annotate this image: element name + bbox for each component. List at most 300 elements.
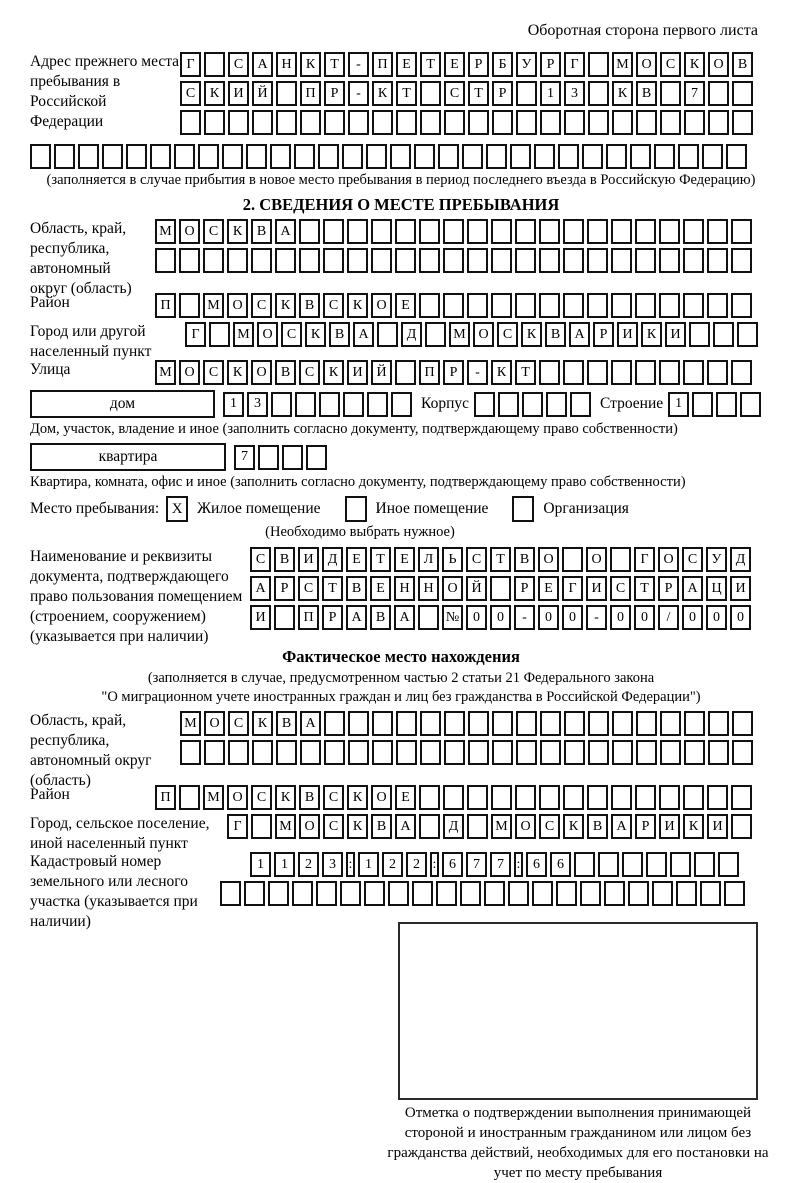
char-cell[interactable] xyxy=(606,144,627,169)
char-cell[interactable]: К xyxy=(252,711,273,736)
char-cell[interactable]: - xyxy=(348,52,369,77)
char-cell[interactable]: / xyxy=(658,605,679,630)
char-cell[interactable] xyxy=(395,248,416,273)
char-cell[interactable] xyxy=(635,248,656,273)
char-cell[interactable] xyxy=(324,740,345,765)
char-cell[interactable] xyxy=(628,881,649,906)
char-cell[interactable]: К xyxy=(347,293,368,318)
char-cell[interactable] xyxy=(391,392,412,417)
char-cell[interactable]: М xyxy=(491,814,512,839)
char-cell[interactable] xyxy=(732,81,753,106)
char-cell[interactable]: Г xyxy=(634,547,655,572)
char-cell[interactable]: - xyxy=(348,81,369,106)
char-cell[interactable] xyxy=(732,110,753,135)
char-cell[interactable] xyxy=(564,110,585,135)
char-cell[interactable] xyxy=(630,144,651,169)
char-cell[interactable] xyxy=(491,248,512,273)
char-cell[interactable] xyxy=(340,881,361,906)
char-cell[interactable]: С xyxy=(323,814,344,839)
char-cell[interactable]: : xyxy=(346,852,355,877)
char-cell[interactable] xyxy=(324,110,345,135)
char-cell[interactable] xyxy=(732,740,753,765)
char-cell[interactable]: - xyxy=(514,605,535,630)
char-cell[interactable]: О xyxy=(473,322,494,347)
char-cell[interactable]: О xyxy=(227,785,248,810)
char-cell[interactable]: Е xyxy=(395,293,416,318)
char-cell[interactable]: И xyxy=(659,814,680,839)
char-cell[interactable]: С xyxy=(251,293,272,318)
char-cell[interactable]: М xyxy=(203,785,224,810)
char-cell[interactable]: С xyxy=(444,81,465,106)
char-cell[interactable]: Г xyxy=(562,576,583,601)
char-cell[interactable] xyxy=(372,110,393,135)
char-cell[interactable]: 1 xyxy=(668,392,689,417)
char-cell[interactable] xyxy=(492,711,513,736)
char-cell[interactable] xyxy=(276,110,297,135)
char-cell[interactable] xyxy=(707,360,728,385)
char-cell[interactable] xyxy=(612,711,633,736)
char-cell[interactable]: К xyxy=(612,81,633,106)
char-cell[interactable]: Р xyxy=(540,52,561,77)
char-cell[interactable] xyxy=(683,248,704,273)
char-cell[interactable] xyxy=(515,785,536,810)
char-cell[interactable]: 7 xyxy=(466,852,487,877)
char-cell[interactable]: 1 xyxy=(540,81,561,106)
char-cell[interactable]: С xyxy=(228,52,249,77)
char-cell[interactable] xyxy=(468,711,489,736)
char-cell[interactable]: О xyxy=(179,219,200,244)
char-cell[interactable]: 0 xyxy=(466,605,487,630)
char-cell[interactable] xyxy=(588,81,609,106)
char-cell[interactable]: С xyxy=(299,360,320,385)
char-cell[interactable] xyxy=(539,248,560,273)
char-cell[interactable] xyxy=(377,322,398,347)
char-cell[interactable] xyxy=(54,144,75,169)
char-cell[interactable]: Р xyxy=(635,814,656,839)
char-cell[interactable] xyxy=(366,144,387,169)
char-cell[interactable] xyxy=(347,248,368,273)
char-cell[interactable] xyxy=(275,248,296,273)
char-cell[interactable]: Г xyxy=(227,814,248,839)
char-cell[interactable]: М xyxy=(233,322,254,347)
char-cell[interactable] xyxy=(420,740,441,765)
char-cell[interactable]: 0 xyxy=(538,605,559,630)
char-cell[interactable] xyxy=(474,392,495,417)
char-cell[interactable] xyxy=(246,144,267,169)
char-cell[interactable] xyxy=(684,711,705,736)
char-cell[interactable] xyxy=(546,392,567,417)
char-cell[interactable] xyxy=(539,219,560,244)
char-cell[interactable] xyxy=(700,881,721,906)
char-cell[interactable]: О xyxy=(371,293,392,318)
char-cell[interactable] xyxy=(683,219,704,244)
char-cell[interactable] xyxy=(268,881,289,906)
char-cell[interactable] xyxy=(636,711,657,736)
char-cell[interactable] xyxy=(611,360,632,385)
char-cell[interactable]: 3 xyxy=(247,392,268,417)
char-cell[interactable]: 0 xyxy=(706,605,727,630)
char-cell[interactable] xyxy=(539,360,560,385)
char-cell[interactable]: К xyxy=(305,322,326,347)
char-cell[interactable] xyxy=(580,881,601,906)
char-cell[interactable]: Т xyxy=(420,52,441,77)
char-cell[interactable] xyxy=(737,322,758,347)
char-cell[interactable] xyxy=(468,740,489,765)
char-cell[interactable]: С xyxy=(203,219,224,244)
char-cell[interactable]: О xyxy=(299,814,320,839)
char-cell[interactable] xyxy=(588,110,609,135)
char-cell[interactable] xyxy=(343,392,364,417)
char-cell[interactable] xyxy=(244,881,265,906)
char-cell[interactable]: М xyxy=(203,293,224,318)
char-cell[interactable]: С xyxy=(497,322,518,347)
char-cell[interactable]: О xyxy=(538,547,559,572)
char-cell[interactable] xyxy=(515,248,536,273)
char-cell[interactable]: П xyxy=(155,293,176,318)
char-cell[interactable] xyxy=(418,605,439,630)
char-cell[interactable] xyxy=(467,785,488,810)
char-cell[interactable] xyxy=(702,144,723,169)
char-cell[interactable]: Т xyxy=(490,547,511,572)
char-cell[interactable]: 0 xyxy=(610,605,631,630)
char-cell[interactable] xyxy=(611,785,632,810)
char-cell[interactable] xyxy=(660,711,681,736)
char-cell[interactable]: 3 xyxy=(322,852,343,877)
char-cell[interactable] xyxy=(396,110,417,135)
char-cell[interactable]: Й xyxy=(466,576,487,601)
char-cell[interactable] xyxy=(726,144,747,169)
char-cell[interactable]: Р xyxy=(274,576,295,601)
char-cell[interactable] xyxy=(708,81,729,106)
char-cell[interactable] xyxy=(347,219,368,244)
char-cell[interactable] xyxy=(198,144,219,169)
char-cell[interactable]: Ь xyxy=(442,547,463,572)
char-cell[interactable]: К xyxy=(204,81,225,106)
char-cell[interactable] xyxy=(367,392,388,417)
char-cell[interactable]: И xyxy=(617,322,638,347)
char-cell[interactable] xyxy=(419,785,440,810)
char-cell[interactable]: О xyxy=(708,52,729,77)
char-cell[interactable] xyxy=(299,219,320,244)
char-cell[interactable] xyxy=(713,322,734,347)
char-cell[interactable] xyxy=(444,711,465,736)
char-cell[interactable]: Й xyxy=(252,81,273,106)
char-cell[interactable] xyxy=(683,293,704,318)
char-cell[interactable]: И xyxy=(730,576,751,601)
char-cell[interactable]: Т xyxy=(322,576,343,601)
char-cell[interactable] xyxy=(652,881,673,906)
char-cell[interactable]: О xyxy=(658,547,679,572)
char-cell[interactable]: 0 xyxy=(682,605,703,630)
char-cell[interactable]: В xyxy=(275,360,296,385)
char-cell[interactable]: У xyxy=(516,52,537,77)
char-cell[interactable]: И xyxy=(298,547,319,572)
char-cell[interactable]: Д xyxy=(443,814,464,839)
char-cell[interactable]: Р xyxy=(443,360,464,385)
char-cell[interactable] xyxy=(467,293,488,318)
char-cell[interactable] xyxy=(412,881,433,906)
char-cell[interactable] xyxy=(563,219,584,244)
char-cell[interactable]: С xyxy=(660,52,681,77)
char-cell[interactable]: С xyxy=(610,576,631,601)
char-cell[interactable] xyxy=(692,392,713,417)
char-cell[interactable]: 1 xyxy=(274,852,295,877)
char-cell[interactable] xyxy=(467,814,488,839)
char-cell[interactable] xyxy=(563,360,584,385)
char-cell[interactable]: 6 xyxy=(526,852,547,877)
char-cell[interactable]: 7 xyxy=(490,852,511,877)
char-cell[interactable]: В xyxy=(329,322,350,347)
char-cell[interactable] xyxy=(491,293,512,318)
char-cell[interactable]: П xyxy=(300,81,321,106)
char-cell[interactable] xyxy=(574,852,595,877)
char-cell[interactable] xyxy=(604,881,625,906)
char-cell[interactable]: Й xyxy=(371,360,392,385)
char-cell[interactable] xyxy=(251,814,272,839)
char-cell[interactable] xyxy=(534,144,555,169)
char-cell[interactable]: С xyxy=(228,711,249,736)
char-cell[interactable] xyxy=(516,110,537,135)
char-cell[interactable] xyxy=(587,360,608,385)
char-cell[interactable] xyxy=(564,740,585,765)
char-cell[interactable]: К xyxy=(641,322,662,347)
char-cell[interactable]: И xyxy=(250,605,271,630)
char-cell[interactable]: Н xyxy=(418,576,439,601)
char-cell[interactable] xyxy=(443,248,464,273)
char-cell[interactable]: К xyxy=(227,219,248,244)
char-cell[interactable] xyxy=(689,322,710,347)
char-cell[interactable] xyxy=(587,293,608,318)
char-cell[interactable] xyxy=(468,110,489,135)
char-cell[interactable] xyxy=(707,219,728,244)
char-cell[interactable] xyxy=(276,81,297,106)
char-cell[interactable] xyxy=(102,144,123,169)
char-cell[interactable]: Т xyxy=(634,576,655,601)
char-cell[interactable] xyxy=(540,110,561,135)
char-cell[interactable]: В xyxy=(514,547,535,572)
char-cell[interactable]: П xyxy=(419,360,440,385)
char-cell[interactable] xyxy=(683,785,704,810)
char-cell[interactable] xyxy=(204,110,225,135)
char-cell[interactable] xyxy=(508,881,529,906)
char-cell[interactable] xyxy=(515,293,536,318)
char-cell[interactable]: Е xyxy=(346,547,367,572)
char-cell[interactable] xyxy=(563,293,584,318)
char-cell[interactable] xyxy=(420,711,441,736)
char-cell[interactable]: К xyxy=(300,52,321,77)
char-cell[interactable]: Р xyxy=(492,81,513,106)
char-cell[interactable]: : xyxy=(430,852,439,877)
char-cell[interactable]: М xyxy=(275,814,296,839)
char-cell[interactable] xyxy=(467,219,488,244)
char-cell[interactable]: 2 xyxy=(298,852,319,877)
char-cell[interactable] xyxy=(252,740,273,765)
char-cell[interactable] xyxy=(155,248,176,273)
char-cell[interactable] xyxy=(486,144,507,169)
char-cell[interactable] xyxy=(718,852,739,877)
char-cell[interactable] xyxy=(587,219,608,244)
char-cell[interactable]: С xyxy=(466,547,487,572)
char-cell[interactable] xyxy=(467,248,488,273)
char-cell[interactable]: В xyxy=(274,547,295,572)
char-cell[interactable]: А xyxy=(569,322,590,347)
char-cell[interactable] xyxy=(179,248,200,273)
char-cell[interactable]: О xyxy=(515,814,536,839)
char-cell[interactable] xyxy=(516,711,537,736)
char-cell[interactable]: 0 xyxy=(634,605,655,630)
char-cell[interactable] xyxy=(588,52,609,77)
char-cell[interactable]: К xyxy=(227,360,248,385)
char-cell[interactable] xyxy=(436,881,457,906)
char-cell[interactable]: О xyxy=(257,322,278,347)
char-cell[interactable] xyxy=(731,219,752,244)
char-cell[interactable] xyxy=(564,711,585,736)
char-cell[interactable]: С xyxy=(539,814,560,839)
char-cell[interactable]: А xyxy=(252,52,273,77)
char-cell[interactable]: И xyxy=(707,814,728,839)
char-cell[interactable] xyxy=(209,322,230,347)
char-cell[interactable] xyxy=(678,144,699,169)
char-cell[interactable] xyxy=(540,740,561,765)
char-cell[interactable]: В xyxy=(545,322,566,347)
char-cell[interactable]: О xyxy=(636,52,657,77)
char-cell[interactable]: 2 xyxy=(382,852,403,877)
char-cell[interactable]: Б xyxy=(492,52,513,77)
char-cell[interactable] xyxy=(582,144,603,169)
char-cell[interactable] xyxy=(443,219,464,244)
char-cell[interactable]: П xyxy=(155,785,176,810)
char-cell[interactable] xyxy=(204,740,225,765)
char-cell[interactable]: К xyxy=(347,785,368,810)
char-cell[interactable] xyxy=(539,785,560,810)
char-cell[interactable] xyxy=(740,392,761,417)
char-cell[interactable]: 6 xyxy=(442,852,463,877)
char-cell[interactable]: М xyxy=(180,711,201,736)
char-cell[interactable] xyxy=(636,740,657,765)
char-cell[interactable]: Д xyxy=(730,547,751,572)
char-cell[interactable]: К xyxy=(684,52,705,77)
char-cell[interactable] xyxy=(484,881,505,906)
char-cell[interactable]: О xyxy=(586,547,607,572)
char-cell[interactable] xyxy=(276,740,297,765)
char-cell[interactable] xyxy=(588,711,609,736)
char-cell[interactable]: С xyxy=(323,785,344,810)
char-cell[interactable]: М xyxy=(612,52,633,77)
char-cell[interactable] xyxy=(348,711,369,736)
char-cell[interactable] xyxy=(444,740,465,765)
char-cell[interactable]: С xyxy=(180,81,201,106)
char-cell[interactable] xyxy=(419,219,440,244)
char-cell[interactable] xyxy=(683,360,704,385)
char-cell[interactable]: А xyxy=(346,605,367,630)
char-cell[interactable]: В xyxy=(587,814,608,839)
char-cell[interactable]: - xyxy=(586,605,607,630)
char-cell[interactable] xyxy=(659,219,680,244)
char-cell[interactable]: 7 xyxy=(234,445,255,470)
char-cell[interactable]: С xyxy=(281,322,302,347)
char-cell[interactable] xyxy=(251,248,272,273)
char-cell[interactable]: Г xyxy=(180,52,201,77)
char-cell[interactable] xyxy=(694,852,715,877)
char-cell[interactable] xyxy=(222,144,243,169)
char-cell[interactable]: В xyxy=(251,219,272,244)
char-cell[interactable] xyxy=(492,110,513,135)
char-cell[interactable]: К xyxy=(275,785,296,810)
char-cell[interactable] xyxy=(539,293,560,318)
char-cell[interactable]: А xyxy=(394,605,415,630)
char-cell[interactable]: П xyxy=(298,605,319,630)
char-cell[interactable]: О xyxy=(179,360,200,385)
char-cell[interactable] xyxy=(318,144,339,169)
char-cell[interactable] xyxy=(372,711,393,736)
char-cell[interactable]: Р xyxy=(514,576,535,601)
char-cell[interactable]: Н xyxy=(394,576,415,601)
char-cell[interactable] xyxy=(563,785,584,810)
char-cell[interactable]: Р xyxy=(468,52,489,77)
char-cell[interactable]: 0 xyxy=(730,605,751,630)
char-cell[interactable] xyxy=(659,248,680,273)
char-cell[interactable] xyxy=(563,248,584,273)
stay-checkbox-other-premises[interactable] xyxy=(345,496,367,522)
char-cell[interactable] xyxy=(443,293,464,318)
char-cell[interactable] xyxy=(540,711,561,736)
char-cell[interactable] xyxy=(306,445,327,470)
char-cell[interactable] xyxy=(342,144,363,169)
char-cell[interactable] xyxy=(708,110,729,135)
char-cell[interactable] xyxy=(414,144,435,169)
char-cell[interactable] xyxy=(684,110,705,135)
char-cell[interactable] xyxy=(510,144,531,169)
char-cell[interactable] xyxy=(419,293,440,318)
char-cell[interactable] xyxy=(522,392,543,417)
char-cell[interactable]: И xyxy=(228,81,249,106)
char-cell[interactable] xyxy=(295,392,316,417)
char-cell[interactable] xyxy=(670,852,691,877)
char-cell[interactable]: В xyxy=(370,605,391,630)
char-cell[interactable] xyxy=(395,360,416,385)
char-cell[interactable] xyxy=(174,144,195,169)
char-cell[interactable]: Р xyxy=(658,576,679,601)
char-cell[interactable] xyxy=(438,144,459,169)
char-cell[interactable] xyxy=(707,293,728,318)
char-cell[interactable] xyxy=(300,740,321,765)
char-cell[interactable] xyxy=(462,144,483,169)
char-cell[interactable] xyxy=(270,144,291,169)
char-cell[interactable]: 1 xyxy=(358,852,379,877)
char-cell[interactable] xyxy=(258,445,279,470)
stay-checkbox-residential[interactable]: X xyxy=(166,496,188,522)
char-cell[interactable] xyxy=(558,144,579,169)
char-cell[interactable]: Р xyxy=(322,605,343,630)
char-cell[interactable] xyxy=(348,110,369,135)
char-cell[interactable]: 7 xyxy=(684,81,705,106)
char-cell[interactable] xyxy=(150,144,171,169)
char-cell[interactable]: М xyxy=(449,322,470,347)
char-cell[interactable]: Т xyxy=(370,547,391,572)
char-cell[interactable] xyxy=(707,785,728,810)
char-cell[interactable] xyxy=(371,219,392,244)
char-cell[interactable] xyxy=(460,881,481,906)
char-cell[interactable]: С xyxy=(682,547,703,572)
char-cell[interactable] xyxy=(612,110,633,135)
char-cell[interactable] xyxy=(516,740,537,765)
char-cell[interactable]: К xyxy=(323,360,344,385)
char-cell[interactable]: 0 xyxy=(490,605,511,630)
char-cell[interactable] xyxy=(611,248,632,273)
char-cell[interactable]: А xyxy=(682,576,703,601)
char-cell[interactable] xyxy=(498,392,519,417)
char-cell[interactable]: О xyxy=(204,711,225,736)
